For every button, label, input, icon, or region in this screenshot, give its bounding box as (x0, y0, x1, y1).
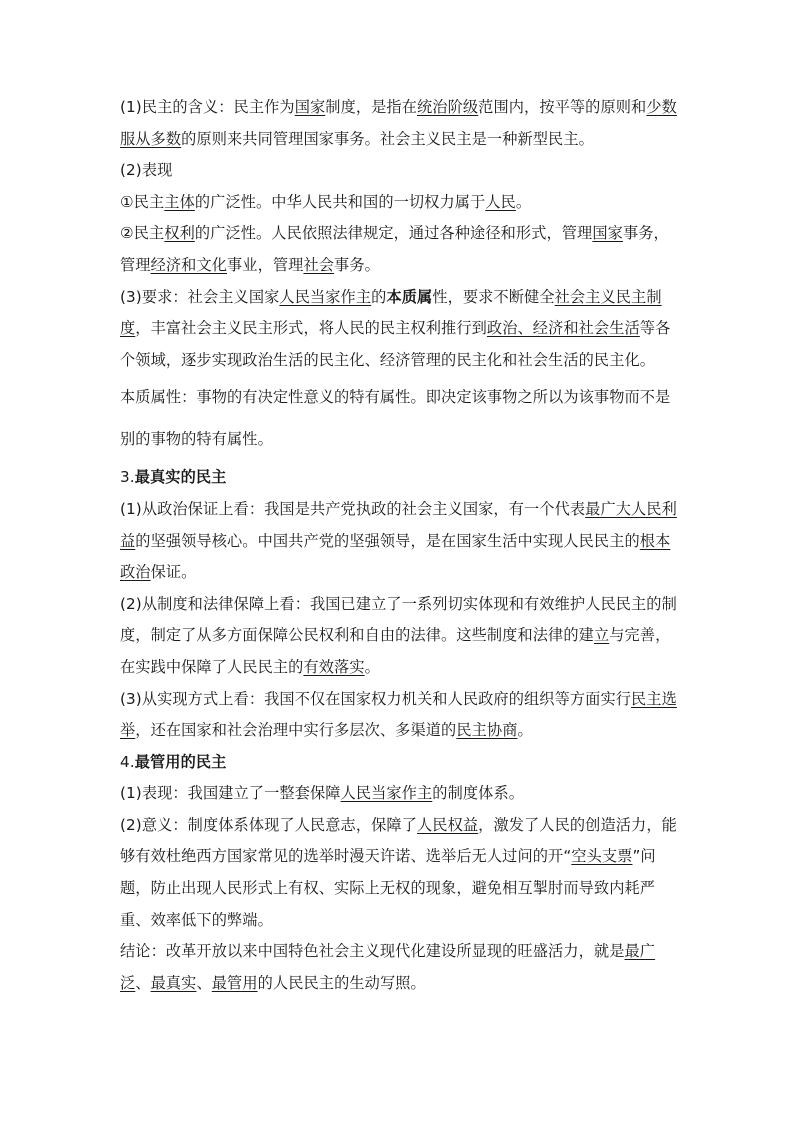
text-segment: 。 (364, 657, 380, 676)
text-segment: 。 (515, 192, 532, 211)
text-segment: 的坚强领导核心。中国共产党的坚强领导，是在国家生活中实现人民民主的 (135, 531, 640, 550)
text-segment: (3)要求：社会主义国家 (120, 287, 280, 306)
text-segment: 保证。 (150, 563, 197, 582)
text-segment: 范围内，按平等的原则和 (478, 98, 647, 116)
text-segment: 与完善，在实践中保障了人民民主的 (120, 626, 671, 676)
bold-term: 本质属 (386, 287, 433, 306)
underlined-term: 社会主义民主制度 (120, 287, 662, 338)
underlined-term: 权利 (164, 224, 195, 243)
paragraph-institutional-legal-guarantee (120, 589, 680, 684)
underlined-term: 民主协商 (456, 721, 518, 740)
paragraph-requirements (120, 282, 680, 377)
paragraph-meaning-of-democracy (120, 92, 680, 155)
text-segment: 的 (371, 287, 387, 306)
underlined-term: 政治、经济和社会生活 (486, 319, 640, 338)
section-number: 4. (120, 752, 135, 771)
underlined-term: 国家 (294, 98, 326, 116)
paragraph-essential-attribute-definition: 本质属性：事物的有决定性意义的特有属性。即决定该事物之所以为该事物而不是别的事物的特有属性。 (120, 388, 671, 449)
document-body (120, 92, 680, 999)
underlined-term: 空头支票 (571, 847, 633, 866)
text-segment: 的广泛性。中华人民共和国的一切权力属于 (194, 192, 486, 211)
paragraph-subject-breadth (120, 187, 680, 219)
section-heading-most-genuine (120, 462, 680, 494)
text-segment: 结论：改革开放以来中国特色社会主义现代化建设所显现的旺盛活力，就是 (120, 942, 625, 961)
paragraph-conclusion (120, 936, 680, 999)
text-segment: 、 (135, 973, 151, 992)
underlined-term: 统治阶级 (417, 98, 479, 116)
text-segment: ”问题，防止出现人民形式上有权、实际上无权的现象，避免相互掣肘而导致内耗严重、效率低下的弊端。 (120, 847, 656, 929)
underlined-term: 人民当家作主 (279, 287, 372, 306)
section-title: 最管用的民主 (134, 752, 227, 771)
paragraph-manifestation-heading: (2)表现 (120, 161, 173, 180)
underlined-term: 有效落实 (303, 657, 365, 676)
paragraph-effective-significance (120, 810, 680, 936)
text-segment: (2)意义：制度体系体现了人民意志，保障了 (120, 815, 417, 834)
underlined-term: 最管用 (211, 973, 258, 992)
text-segment: ，丰富社会主义民主形式，将人民的民主权利推行到 (135, 319, 487, 338)
underlined-term: 根本政治 (120, 531, 671, 582)
text-segment: 的原则来共同管理国家事务。社会主义民主是一种新型民主。 (181, 129, 594, 148)
text-segment: 的制度体系。 (432, 784, 525, 803)
text-segment: 、 (196, 973, 212, 992)
section-heading-most-effective (120, 747, 680, 779)
underlined-term: 民主选举 (120, 689, 677, 740)
underlined-term: 最真实 (150, 973, 197, 992)
text-segment: 。 (517, 721, 533, 740)
section-number: 3. (120, 468, 135, 487)
text-segment: (3)从实现方式上看：我国不仅在国家权力机关和人民政府的组织等方面实行 (120, 689, 632, 708)
underlined-term: 主体 (164, 192, 195, 211)
text-segment: (1)民主的含义：民主作为 (120, 98, 295, 116)
underlined-term: 人民当家作主 (340, 784, 433, 803)
underlined-term: 人民 (485, 192, 516, 211)
underlined-term: 人民权益 (417, 815, 479, 834)
text-segment: ，还在国家和社会治理中实行多层次、多渠道的 (135, 721, 457, 740)
underlined-term: 经济和文化 (150, 255, 228, 274)
text-segment: ②民主 (120, 224, 165, 243)
text-segment: 性，要求不断健全 (432, 287, 555, 306)
text-segment: ①民主 (120, 192, 165, 211)
underlined-term: 最广大人民利益 (120, 499, 677, 550)
underlined-term: 国家 (592, 224, 623, 243)
paragraph-implementation-methods (120, 684, 680, 747)
text-segment: (2)从制度和法律保障上看：我国已建立了一系列切实体现和有效维护人民民主的制度，制定了从多方面保障公民权利和自由的法律。这些制度和法律的建 (120, 594, 677, 645)
text-segment: 事业，管理 (227, 255, 304, 274)
text-segment: 的广泛性。人民依照法律规定，通过各种途径和形式，管理 (194, 224, 593, 243)
paragraph-political-guarantee (120, 494, 680, 589)
text-segment: (1)从政治保证上看：我国是共产党执政的社会主义国家，有一个代表 (120, 499, 586, 518)
underlined-term: 社会 (303, 255, 335, 274)
paragraph-rights-breadth (120, 218, 680, 281)
paragraph-effective-manifestation (120, 778, 680, 810)
text-segment: ，激发了人民的创造活力，能够有效杜绝西方国家常见的选举时漫天许诺、选举后无人过问的开“ (120, 815, 677, 866)
section-title: 最真实的民主 (134, 468, 227, 487)
underlined-term: 最广泛 (120, 942, 656, 992)
text-segment: 的人民民主的生动写照。 (257, 973, 426, 992)
text-segment: 事务，管理 (120, 224, 669, 274)
text-segment: 事务。 (334, 255, 380, 274)
underlined-term: 少数服从多数 (120, 98, 677, 148)
text-segment: 制度，是指在 (325, 98, 418, 116)
text-segment: (1)表现：我国建立了一整套保障 (120, 784, 341, 803)
text-segment: 等各个领域，逐步实现政治生活的民主化、经济管理的民主化和社会生活的民主化。 (120, 319, 671, 369)
underlined-term: 立 (593, 626, 610, 645)
